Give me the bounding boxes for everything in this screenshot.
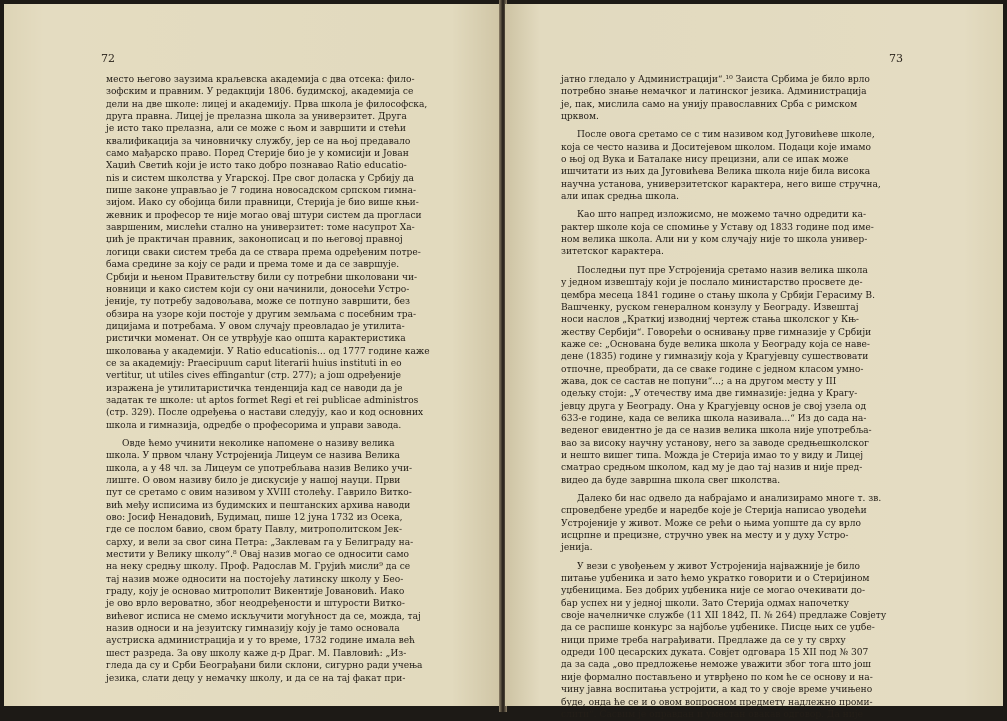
text-line: лиште. О овом називу било је дискусије у нашој науци. Први — [106, 476, 401, 486]
text-line: 633-е године, када се велика школа називала...“ Из до сада на- — [561, 413, 867, 424]
paragraph-2 — [106, 438, 462, 685]
text-line: је исто тако прелазна, али се може с њом и завршити и стећи — [106, 124, 406, 135]
text-line: носи наслов „Краткиј изводниј чертеж стања школског у Књ- — [561, 315, 859, 326]
text-line: јеније, ту потребу задовољава, може се потпуно завршити, без — [106, 297, 411, 308]
text-line: nis и систем школства у Угарској. Пре свог доласка у Србију да — [106, 173, 414, 184]
text-line: дели на две школе: лицеј и академију. Прва школа је философска, — [106, 99, 428, 110]
text-line: тај назив може односити на постојећу латинску школу у Бео- — [106, 574, 404, 585]
text-line: и нешто вишег типа. Можда је Стерија имао то у виду и Лицеј — [561, 450, 864, 461]
text-line: сматрао средњом школом, кад му је дао тај назив и није пред- — [561, 463, 863, 474]
text-line: гледа да су и Срби Београђани били склони, сигурно ради учења — [106, 661, 423, 672]
text-line: друга правна. Лицеј је прелазна школа за универзитет. Друга — [106, 112, 407, 123]
text-line: граду, коју је основао митрополит Викентије Јовановић. Иако — [106, 587, 405, 598]
text-line: вић међу исписима из будимских и пештанских архива наводи — [106, 500, 411, 511]
text-line: Овде ћемо учинити неколике напомене о називу велика — [122, 438, 395, 449]
paragraph-2 — [561, 129, 917, 203]
text-line: уџбеницима. Без добрих уџбеника није се могао очекивати до- — [561, 586, 866, 597]
text-line: школовања у академији. У Ratio educationis... од 1777 године каже — [106, 346, 430, 357]
text-line: пут се сретамо с овим називом у XVIII столећу. Гаврило Витко- — [106, 488, 412, 499]
text-line: обзира на узоре који постоје у другим земљама с посебним тра- — [106, 309, 417, 320]
text-line: у једном извештају који је послало министарство просвете де- — [561, 278, 863, 289]
text-line: Устројеније у живот. Може се рећи о њима уопште да су врло — [561, 518, 862, 529]
text-line: зијом. Иако су обојица били правници, Стерија је био више књи- — [106, 198, 419, 209]
text-line: квалификација за чиновничку службу, јер се на њој предавало — [106, 136, 411, 147]
text-line: дене (1835) године у гимназију која у Крагујевцу сушествовати — [561, 352, 869, 363]
text-line: школа и гимназија, одредбе о професорима и управи завода. — [106, 420, 402, 431]
text-line: изражена је утилитаристичка тенденција кад се наводи да је — [106, 383, 403, 394]
text-line: исцрпне и прецизне, стручно увек на месту и у духу Устро- — [561, 531, 849, 542]
text-line: Хаџић Светић који је исто тако добро познавао Ratio educatio- — [106, 161, 407, 172]
text-line: ници приме треба награђивати. Предлаже да се у ту сврху — [561, 635, 846, 646]
text-line: своје начелничке службе (11 XII 1842, П. № 264) предлаже Совјету — [561, 611, 887, 622]
right-page — [505, 4, 1003, 720]
text-line: ишчитати из њих да Југовићева Велика школа није била висока — [561, 167, 871, 178]
text-line: потребно знање немачког и латинског језика. Администрација — [561, 87, 867, 98]
text-line: језика, слати децу у немачку школу, и да се на тај факат при- — [106, 673, 406, 684]
text-line: буде, онда ће се и о овом вопросном предмету надлежно проми- — [561, 697, 873, 708]
text-line: јенија. — [561, 543, 593, 554]
text-line: да се распише конкурс за најбоље уџбенике. Писце њих се уџбе- — [561, 623, 875, 634]
text-line: жава, док се састав не попуни“...; а на другом месту у III — [561, 376, 837, 387]
right-page-text — [561, 74, 917, 721]
text-line: да за сада „ово предложење неможе уважити због тога што још — [561, 660, 871, 671]
text-line: Далеко би нас одвело да набрајамо и анализирамо многе т. зв. — [577, 494, 882, 504]
text-line: зитетског карактера. — [561, 247, 664, 258]
text-line: питање уџбеника и зато ћемо укратко говорити и о Стеријином — [561, 574, 870, 585]
text-line: школа. У првом члану Устројенија Лицеум се назива Велика — [106, 451, 400, 462]
text-line: није формално постављено и утврђено по ком ће се основу и на- — [561, 672, 873, 683]
paragraph-5 — [561, 493, 917, 555]
page-number-right: 73 — [889, 52, 903, 65]
text-line: вићевог исписа не смемо искључити могућност да се, можда, тај — [106, 611, 421, 622]
text-line: шест разреда. За ову школу каже д-р Драг. М. Павловић: „Из- — [106, 648, 407, 659]
text-line: аустриска администрација и у то време, 1732 године имала већ — [106, 636, 415, 647]
text-line: бама средине за коју се ради и према томе и да се завршује. — [106, 260, 400, 271]
left-page-text — [106, 74, 462, 685]
text-line: ристички моменат. Он се утврђује као општа карактеристика — [106, 334, 406, 345]
text-line: одељку стоји: „У отечеству има две гимназије: једна у Крагу- — [561, 389, 858, 400]
text-line: је, пак, мислила само на унију православних Срба с римском — [561, 99, 858, 110]
text-line: спроведбене уредбе и наредбе које је Стерија написао уводећи — [561, 506, 867, 517]
text-line: црквом. — [561, 112, 599, 123]
text-line: сарху, и вели за свог сина Петра: „Заклевам га у Белиграду на- — [106, 537, 414, 548]
text-line: Вашченку, руском генералном конзулу у Београду. Извештај — [561, 302, 859, 313]
text-line: о њој од Вука и Баталаке нису прецизни, али се ипак може — [561, 155, 849, 166]
text-line: местити у Велику школу“.⁸ Овај назив могао се односити само — [106, 550, 410, 561]
text-line: је ово врло вероватно, због неодређености и штурости Витко- — [106, 599, 405, 610]
text-line: дицијама и потребама. У овом случају преовладао је утилита- — [106, 321, 405, 332]
paragraph-3 — [561, 209, 917, 258]
text-line: видео да буде завршна школа свег школства. — [561, 475, 781, 486]
text-line: Последњи пут пре Устројенија сретамо назив велика школа — [577, 265, 868, 276]
left-page — [4, 4, 501, 706]
paragraph-6 — [561, 561, 917, 721]
text-line: логици сваки систем треба да се ствара према одређеним потре- — [106, 247, 421, 258]
text-line: цембра месеца 1841 године о стању школа у Србији Герасиму В. — [561, 290, 875, 301]
text-line: одреди 100 цесарских дуката. Совјет одговара 15 XII под № 307 — [561, 648, 869, 659]
text-line: жевник и професор те није могао овај штури систем да прогласи — [106, 210, 422, 221]
text-line: веденог евидентно је да се назив велика школа није употребља- — [561, 426, 872, 437]
text-line: ово: Јосиф Ненадовић, Будимац, пише 12 јуна 1732 из Осека, — [106, 513, 403, 524]
text-line: задатак те школе: ut aptos formet Regi et rei publicae administros — [106, 395, 419, 406]
text-line: каже се: „Основана буде велика школа у Београду која се наве- — [561, 339, 870, 350]
text-line: јатно гледало у Администрацији“.¹⁰ Заиста Србима је било врло — [561, 75, 870, 85]
page-number-left: 72 — [101, 52, 115, 65]
text-line: вао за високу научну установу, него за заводе средњешколског — [561, 438, 869, 449]
text-line: Као што напред изложисмо, не можемо тачно одредити ка- — [577, 210, 867, 221]
text-line: школа, а у 48 чл. за Лицеум се употребљава назив Велико учи- — [106, 463, 413, 474]
text-line: завршеним, мислећи стално на универзитет: томе насупрот Ха- — [106, 223, 415, 234]
text-line: место његово заузима краљевска академија с два отсека: фило- — [106, 75, 415, 85]
text-line: рактер школе која се спомиње у Уставу од 1833 године под име- — [561, 222, 874, 233]
text-line: (стр. 329). После одређења о настави следују, као и код основних — [106, 408, 424, 419]
text-line: где се послом бавио, свом брату Павлу, митрополитском Јек- — [106, 525, 403, 536]
text-line: назив односи и на језуитску гимназију коју је тамо основала — [106, 624, 400, 635]
text-line: јевцу друга у Београду. Она у Крагујевцу основ је свој узела од — [561, 401, 867, 412]
text-line: научна установа, универзитетског карактера, него више стручна, — [561, 179, 881, 190]
text-line: Србији и њеном Правитељству били су потребни школовани чи- — [106, 272, 418, 283]
text-line: само мађарско право. Поред Стерије био је у комисији и Јован — [106, 149, 409, 160]
text-line: пише законе управљао је 7 година новосадском српском гимна- — [106, 186, 417, 197]
paragraph-4 — [561, 265, 917, 487]
text-line: У вези с увођењем у живот Устројенија најважније је било — [577, 561, 860, 572]
paragraph-1 — [106, 74, 462, 432]
text-line: После овога сретамо се с тим називом код Југовићеве школе, — [577, 130, 875, 141]
text-line: бар успех ни у једној школи. Зато Стерија одмах напочетку — [561, 598, 849, 609]
text-line: зофским и правним. У редакцији 1806. будимској, академија се — [106, 87, 414, 98]
text-line: али ипак средња школа. — [561, 192, 680, 203]
text-line: слити“. Сасвим је оправдан и уместан овакав одговор. Да није — [561, 709, 863, 720]
text-line: џић је практичан правник, законописац и по његовој правној — [106, 235, 403, 246]
text-line: на неку средњу школу. Проф. Радослав М. Грујић мисли⁹ да се — [106, 562, 411, 573]
paragraph-1 — [561, 74, 917, 123]
text-line: отпочне, преобрати, да се сваке године с једном класом умно- — [561, 364, 864, 375]
text-line: жеству Сербији“. Говорећи о оснивању прве гимназије у Србији — [561, 327, 872, 338]
text-line: која се често назива и Доситејевом школом. Подаци које имамо — [561, 142, 871, 153]
text-line: чину јавна воспитања устројити, а кад то у своје време учињено — [561, 685, 873, 696]
text-line: се за академију: Praecipuum caput literarii huius instituti in eo — [106, 358, 402, 369]
text-line: vertitur, ut utiles cives effingantur (стр. 277); а још одређеније — [106, 371, 402, 382]
text-line: новници и како систем који су они начинили, доносећи Устро- — [106, 284, 410, 295]
text-line: ном велика школа. Али ни у ком случају није то школа универ- — [561, 235, 868, 246]
